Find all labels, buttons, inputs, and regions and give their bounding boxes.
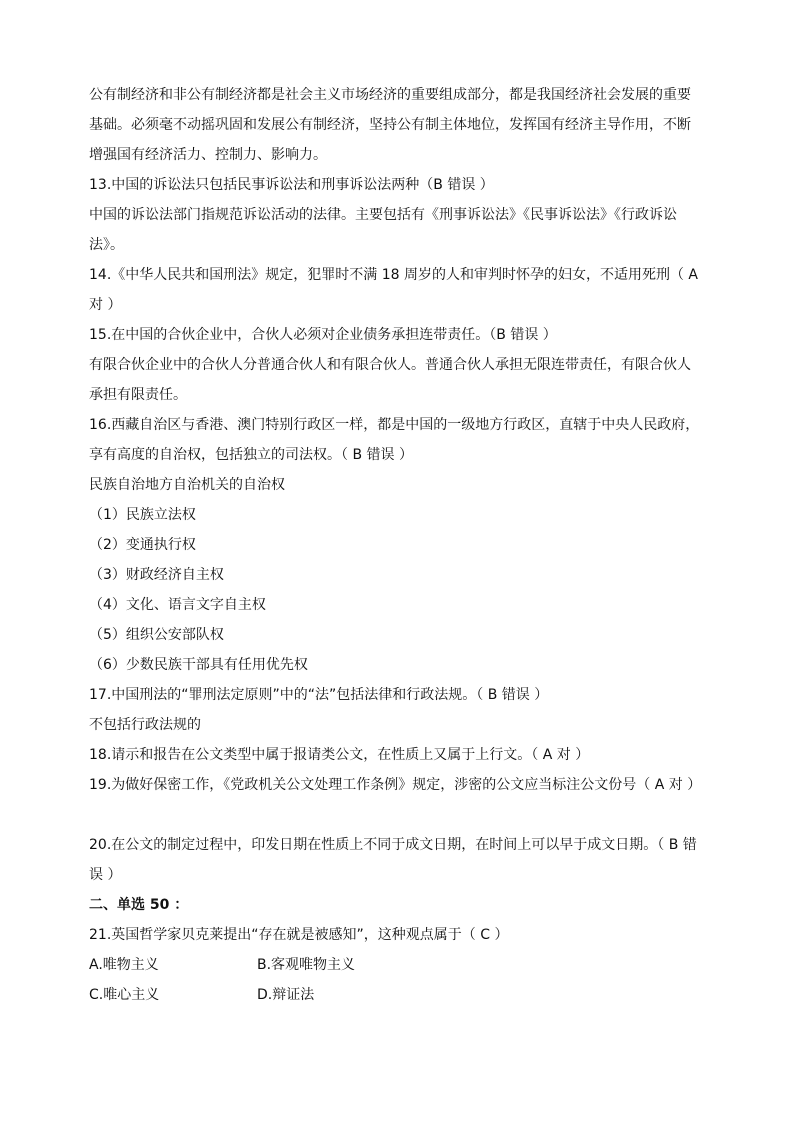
- question-16: 16.西藏自治区与香港、澳门特别行政区一样，都是中国的一级地方行政区，直辖于中央人民政府，: [89, 417, 700, 433]
- question-17: 17.中国刑法的“罪刑法定原则”中的“法”包括法律和行政法规。（ B 错误 ）: [89, 687, 549, 703]
- question-21: 21.英国哲学家贝克莱提出“存在就是被感知”，这种观点属于（ C ）: [89, 927, 509, 943]
- text-line: 有限合伙企业中的合伙人分普通合伙人和有限合伙人。普通合伙人承担无限连带责任，有限合伙人: [89, 357, 691, 373]
- question-14: 14.《中华人民共和国刑法》规定，犯罪时不满 18 周岁的人和审判时怀孕的妇女，不适用死刑（ A: [89, 267, 699, 283]
- text-line: 增强国有经济活力、控制力、影响力。: [89, 147, 327, 163]
- list-item: （1）民族立法权: [89, 507, 196, 523]
- question-18: 18.请示和报告在公文类型中属于报请类公文，在性质上又属于上行文。（ A 对 ）: [89, 747, 590, 763]
- list-item: （4）文化、语言文字自主权: [89, 597, 266, 613]
- text-line: 基础。必须毫不动摇巩固和发展公有制经济，坚持公有制主体地位，发挥国有经济主导作用，不断: [89, 117, 691, 133]
- document-page: [89, 80, 711, 1010]
- list-item: （5）组织公安部队权: [89, 627, 224, 643]
- options-row: [89, 950, 711, 980]
- question-20: 20.在公文的制定过程中，印发日期在性质上不同于成文日期，在时间上可以早于成文日期。（ B 错: [89, 837, 697, 853]
- text-line: 法》。: [89, 237, 124, 253]
- option-d: D.辩证法: [257, 987, 315, 1003]
- option-c: C.唯心主义: [89, 987, 160, 1003]
- text-line: 享有高度的自治权，包括独立的司法权。（ B 错误 ）: [89, 447, 413, 463]
- text-line: 误 ）: [89, 867, 122, 883]
- text-line: 承担有限责任。: [89, 387, 187, 403]
- section-heading: 二、单选 50 ：: [89, 897, 189, 913]
- text-line: 对 ）: [89, 297, 122, 313]
- list-item: （6）少数民族干部具有任用优先权: [89, 657, 308, 673]
- list-item: （3）财政经济自主权: [89, 567, 224, 583]
- text-line: 中国的诉讼法部门指规范诉讼活动的法律。主要包括有《刑事诉讼法》《民事诉讼法》《行政诉讼: [89, 207, 677, 223]
- list-item: （2）变通执行权: [89, 537, 196, 553]
- question-13: 13.中国的诉讼法只包括民事诉讼法和刑事诉讼法两种（B 错误 ）: [89, 177, 494, 193]
- text-line: 不包括行政法规的: [89, 717, 201, 733]
- text-line: 公有制经济和非公有制经济都是社会主义市场经济的重要组成部分，都是我国经济社会发展的重要: [89, 87, 691, 103]
- options-row: [89, 980, 711, 1010]
- text-line: 民族自治地方自治机关的自治权: [89, 477, 285, 493]
- option-b: B.客观唯物主义: [257, 957, 356, 973]
- option-a: A.唯物主义: [89, 957, 159, 973]
- question-15: 15.在中国的合伙企业中，合伙人必须对企业债务承担连带责任。（B 错误 ）: [89, 327, 557, 343]
- question-19: 19.为做好保密工作，《党政机关公文处理工作条例》规定，涉密的公文应当标注公文份号（ A 对 ）: [89, 777, 702, 793]
